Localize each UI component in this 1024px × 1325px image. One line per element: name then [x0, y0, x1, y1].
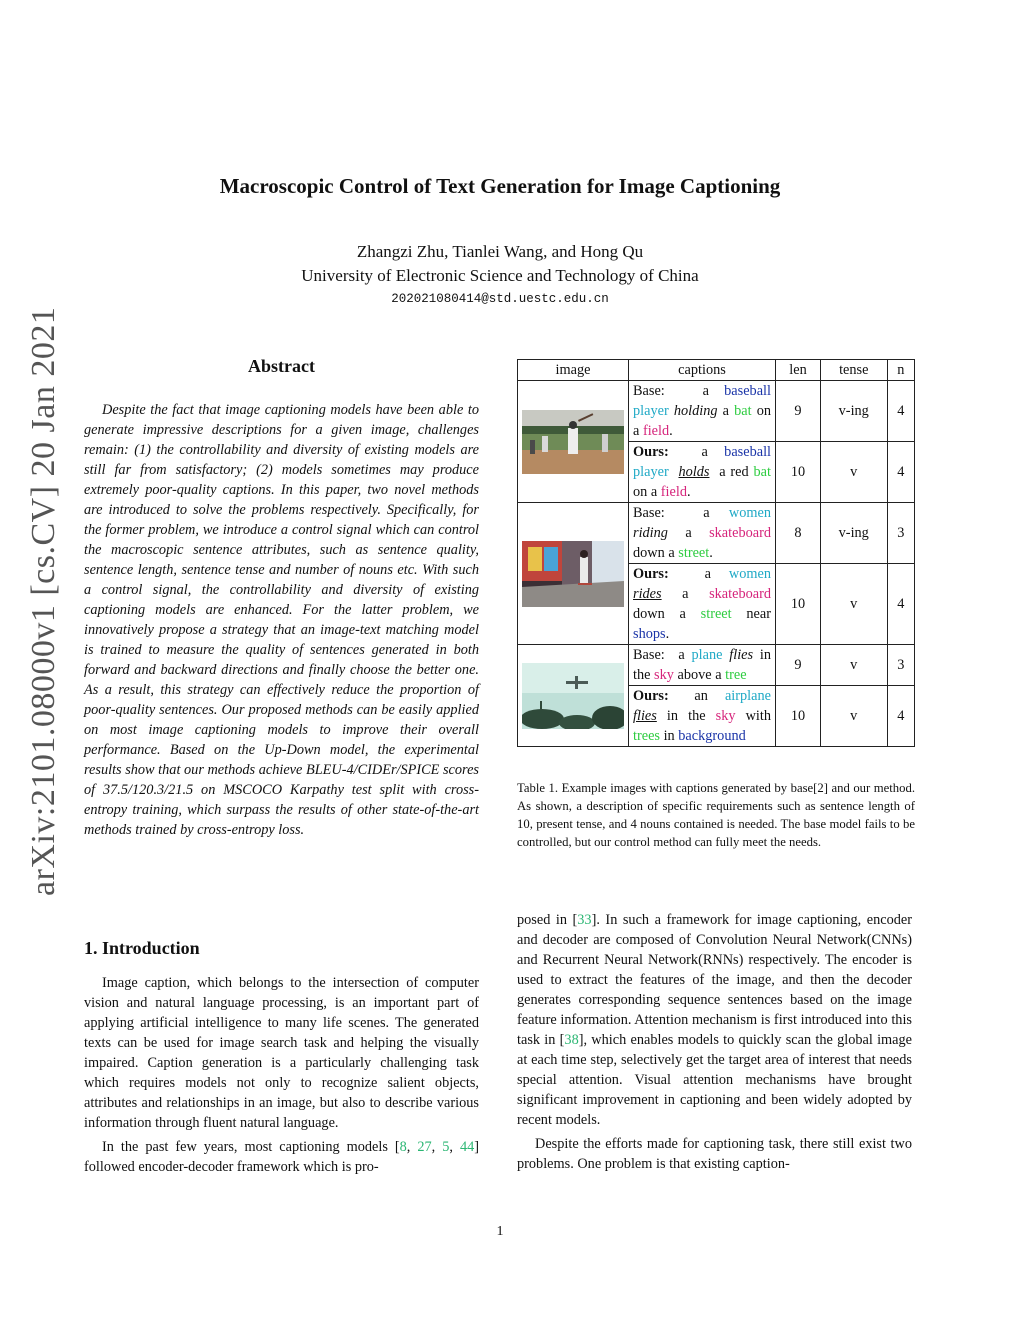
cell-n: 3 — [887, 645, 914, 686]
intro-paragraph-1: Image caption, which belongs to the intersection of computer vision and natural language processing, is an important part of applying artificial intelligence to many life scenes. The generated texts can be used for image search task and helping the visually impaired. Caption generation is a particularly challenging task which requires models not only to recognize salient objects, attributes and relationships in an image, but also to describe various information through fluent natural language. — [84, 975, 479, 1131]
caption-base-skateboard — [629, 503, 776, 564]
cell-tense: v — [820, 686, 887, 747]
plane-photo — [522, 663, 624, 729]
page-number: 1 — [496, 1224, 504, 1239]
caption-word: player — [633, 403, 669, 419]
example-table — [517, 359, 915, 747]
citation-link[interactable]: 38 — [564, 1032, 579, 1048]
citation-link[interactable]: 27 — [417, 1139, 432, 1155]
caption-word: Ours: — [633, 688, 669, 704]
caption-word: flies — [633, 708, 657, 724]
caption-word: sky — [715, 708, 736, 724]
caption-word: holds — [678, 464, 710, 480]
text: ]. In such a framework for image captioning, encoder and decoder are composed of Convolution Neural Network(CNNs) and Recurrent Neural Network(RNNs) respectively. The encoder is used to extract the features of the image, and then the decoder generates corresponding sequence sentences based on the image feature information. Attention mechanism is first introduced into this task in [ — [517, 912, 912, 1048]
caption-word: on a — [633, 403, 771, 439]
caption-word: rides — [633, 586, 662, 602]
caption-base-plane — [629, 645, 776, 686]
caption-word: an — [694, 688, 708, 704]
affiliation: University of Electronic Science and Technology of China — [301, 266, 699, 285]
caption-word: a — [678, 647, 685, 663]
caption-word: down a — [633, 545, 675, 561]
cell-n: 4 — [887, 564, 914, 645]
caption-word: street — [700, 606, 732, 622]
caption-ours-baseball — [629, 442, 776, 503]
caption-word: a — [682, 586, 689, 602]
right-column-body — [517, 910, 912, 1178]
caption-word: baseball — [724, 383, 771, 399]
text: In the past few years, most captioning models [ — [102, 1139, 400, 1155]
cell-n: 4 — [887, 686, 914, 747]
caption-word: skateboard — [709, 586, 771, 602]
citation-link[interactable]: 5 — [442, 1139, 450, 1155]
caption-word: plane — [691, 647, 723, 663]
image-cell-skateboard — [518, 503, 629, 645]
col-header-tense: tense — [820, 360, 887, 381]
caption-word: down a — [633, 606, 686, 622]
email[interactable]: 202021080414@std.uestc.edu.cn — [391, 292, 609, 306]
caption-ours-plane — [629, 686, 776, 747]
caption-word: a — [701, 444, 708, 460]
cell-tense: v — [820, 442, 887, 503]
authors: Zhangzi Zhu, Tianlei Wang, and Hong Qu — [356, 242, 644, 261]
text: , — [406, 1139, 418, 1155]
caption-word: tree — [725, 667, 747, 683]
cell-tense: v — [820, 564, 887, 645]
cell-n: 4 — [887, 381, 914, 442]
col-header-image: image — [518, 360, 629, 381]
cell-tense: v-ing — [820, 503, 887, 564]
caption-word: player — [633, 464, 669, 480]
caption-word: a — [722, 403, 729, 419]
caption-word: bat — [753, 464, 771, 480]
caption-word: above a — [677, 667, 722, 683]
caption-word: bat — [734, 403, 752, 419]
caption-word: a — [704, 566, 711, 582]
caption-ours-skateboard — [629, 564, 776, 645]
cell-len: 10 — [776, 442, 821, 503]
cell-len: 9 — [776, 381, 821, 442]
caption-word: trees — [633, 728, 660, 744]
caption-word: on a — [633, 484, 658, 500]
baseball-photo — [522, 410, 624, 474]
caption-word: in — [663, 728, 675, 744]
paper-title: Macroscopic Control of Text Generation for Image Captioning — [219, 174, 781, 198]
section-heading-introduction: 1. Introduction — [84, 938, 200, 958]
arxiv-stamp: arXiv:2101.08000v1 [cs.CV] 20 Jan 2021 — [25, 306, 62, 896]
caption-word: . — [669, 423, 673, 439]
caption-word: Base: — [633, 505, 665, 521]
caption-word: sky — [654, 667, 674, 683]
caption-word: background — [678, 728, 746, 744]
table-row — [518, 381, 915, 442]
col-header-captions: captions — [629, 360, 776, 381]
col-header-len: len — [776, 360, 821, 381]
caption-word: near — [746, 606, 771, 622]
abstract-heading: Abstract — [248, 356, 315, 376]
caption-word: riding — [633, 525, 668, 541]
cell-tense: v — [820, 645, 887, 686]
table-header-row — [518, 360, 915, 381]
text: , — [431, 1139, 443, 1155]
cell-tense: v-ing — [820, 381, 887, 442]
table-row — [518, 645, 915, 686]
caption-word: Base: — [633, 383, 665, 399]
caption-word: with — [745, 708, 772, 724]
text: posed in [ — [517, 912, 578, 928]
skateboard-photo — [522, 541, 624, 607]
table-row — [518, 503, 915, 564]
caption-word: baseball — [724, 444, 772, 460]
citation-link[interactable]: 33 — [577, 912, 592, 928]
image-cell-baseball — [518, 381, 629, 503]
caption-word: . — [709, 545, 713, 561]
caption-word: a — [685, 525, 692, 541]
caption-word: shops — [633, 626, 666, 642]
cell-n: 4 — [887, 442, 914, 503]
caption-word: women — [728, 566, 771, 582]
caption-word: skateboard — [709, 525, 772, 541]
right-paragraph-2: Despite the efforts made for captioning task, there still exist two problems. One problem is that existing caption- — [517, 1136, 912, 1172]
cell-len: 10 — [776, 564, 821, 645]
right-paragraph-1 — [517, 910, 912, 1130]
caption-word: flies — [729, 647, 754, 663]
caption-word: airplane — [724, 688, 771, 704]
caption-word: field — [660, 484, 687, 500]
caption-word: a — [702, 383, 709, 399]
text: , — [449, 1139, 460, 1155]
caption-word: Ours: — [633, 444, 669, 460]
cell-len: 9 — [776, 645, 821, 686]
caption-word: in the — [666, 708, 706, 724]
intro-body — [84, 973, 479, 1181]
caption-word: street — [678, 545, 710, 561]
abstract-text: Despite the fact that image captioning models have been able to generate impressive descriptions for a given image, challenges remain: (1) the controllability and diversity of existing models are still far from satisfactory; (2) models sometimes may produce extremely poor-quality captions. In this paper, two novel methods are introduced to solve the problems respectively. Specifically, for the former problem, we introduce a control signal which can control the macroscopic sentence attributes, such as sentence quality, sentence length, sentence tense and number of nouns etc. With such a control signal, the controllability and diversity of existing captioning models are enhanced. For the latter problem, we innovatively propose a strategy that an image-text matching model is trained to measure the quality of sentences generated in both forward and backward directions and finally choose the better one. As a result, this strategy can effectively reduce the proportion of poor-quality sentences. Our proposed methods can be easily applied on most image captioning models to improve their overall performance. Based on the Up-Down model, the experimental results show that our methods achieve BLEU-4/CIDEr/SPICE scores of 37.5/120.3/21.5 on MSCOCO Karpathy test split with cross-entropy training, which surpass the results of other state-of-the-art methods trained by cross-entropy loss. — [84, 402, 479, 838]
caption-word: holding — [673, 403, 718, 419]
cell-len: 10 — [776, 686, 821, 747]
col-header-n: n — [887, 360, 914, 381]
caption-word: field — [642, 423, 670, 439]
citation-link[interactable]: 8 — [399, 1139, 407, 1155]
caption-word: Base: — [633, 647, 665, 663]
intro-paragraph-2 — [84, 1137, 479, 1177]
cell-len: 8 — [776, 503, 821, 564]
text: ], which enables models to quickly scan the global image at each time step, selectively get the target area of interest that needs special attention. Visual attention mechanisms have brought significant improvement in captioning and been widely adopted by recent models. — [517, 1032, 912, 1128]
caption-word: . — [687, 484, 691, 500]
caption-word: in the — [633, 647, 772, 683]
cell-n: 3 — [887, 503, 914, 564]
caption-base-baseball — [629, 381, 776, 442]
caption-word: Ours: — [633, 566, 669, 582]
citation-link[interactable]: 44 — [459, 1139, 475, 1155]
caption-word: . — [665, 626, 670, 642]
text: ] followed encoder-decoder framework which is pro- — [84, 1139, 479, 1175]
table-caption: Table 1. Example images with captions generated by base[2] and our method. As shown, a description of specific requirements such as sentence length of 10, present tense, and 4 nouns contained is needed. The base model fails to be controlled, but our control method can fully meet the needs. — [517, 781, 915, 849]
image-cell-plane — [518, 645, 629, 747]
caption-word: women — [728, 505, 771, 521]
caption-word: a — [703, 505, 710, 521]
caption-word: a red — [719, 464, 749, 480]
